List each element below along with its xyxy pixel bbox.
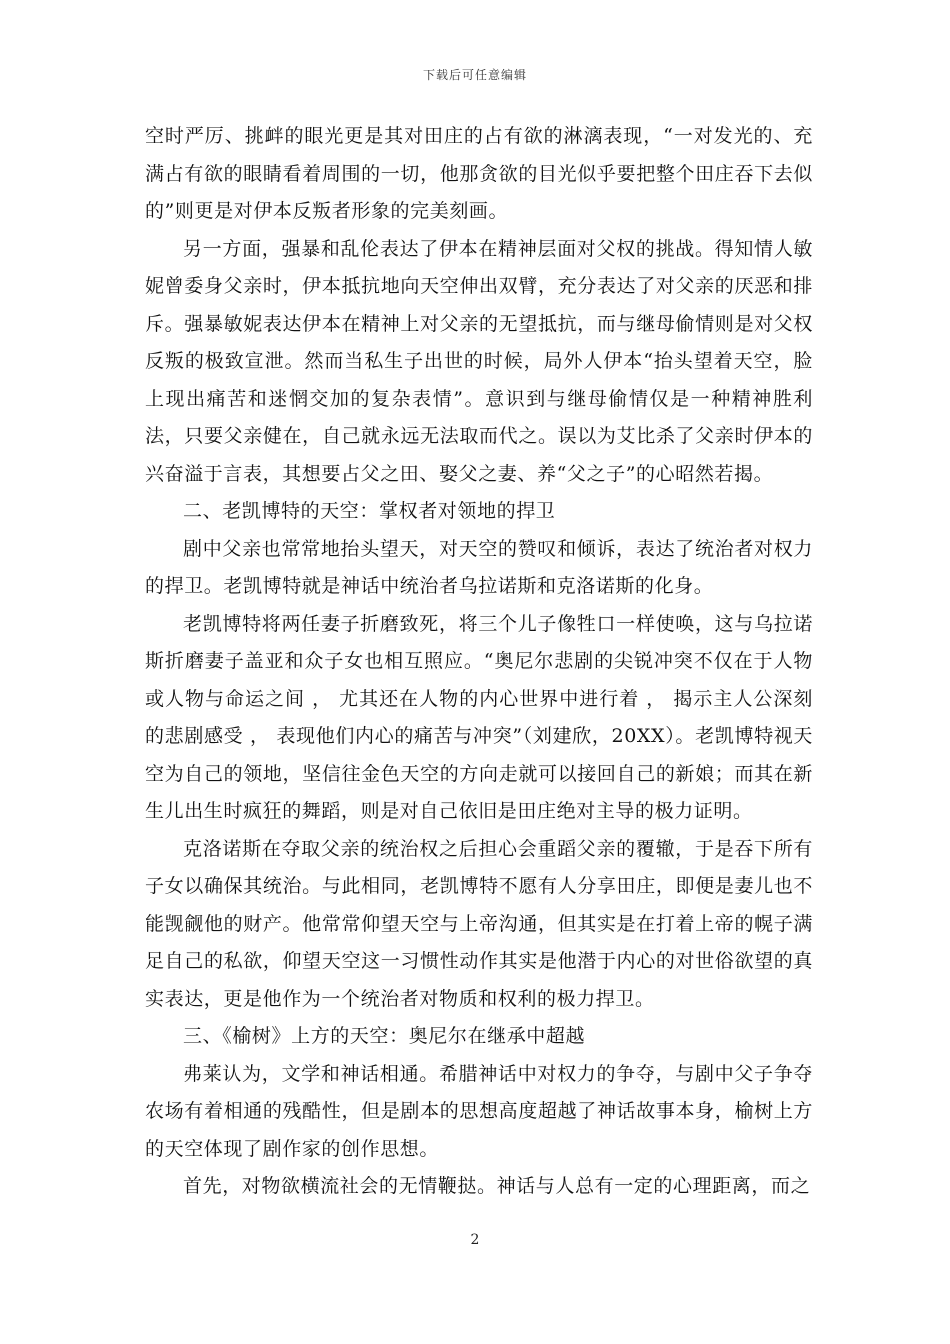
document-body (145, 118, 813, 1206)
page-number: 2 (470, 1232, 480, 1248)
paragraph: 首先，对物欲横流社会的无情鞭挞。神话与人总有一定的心理距离，而之 (183, 1175, 811, 1197)
paragraph-continuation: 空时严厉、挑衅的眼光更是其对田庄的占有欲的淋漓表现，“一对发光的、充满占有欲的眼睛看着周围的一切，他那贪欲的目光似乎要把整个田庄吞下去似的”则更是对伊本反叛者形象的完美刻画。 (145, 125, 813, 222)
section-heading: 三、《榆树》上方的天空：奥尼尔在继承中超越 (183, 1025, 586, 1047)
paragraph: 弗莱认为，文学和神话相通。希腊神话中对权力的争夺，与剧中父子争夺农场有着相通的残酷性，但是剧本的思想高度超越了神话故事本身，榆树上方的天空体现了剧作家的创作思想。 (145, 1062, 813, 1160)
page-header: 下载后可任意编辑 (422, 68, 527, 82)
section-heading: 二、老凯博特的天空：掌权者对领地的捍卫 (183, 500, 556, 522)
paragraph: 克洛诺斯在夺取父亲的统治权之后担心会重蹈父亲的覆辙，于是吞下所有子女以确保其统治。与此相同，老凯博特不愿有人分享田庄，即便是妻儿也不能觊觎他的财产。他常常仰望天空与上帝沟通，但其实是在打着上帝的幌子满足自己的私欲，仰望天空这一习惯性动作其实是他潜于内心的对世俗欲望的真实表达，更是他作为一个统治者对物质和权利的极力捍卫。 (145, 837, 813, 1010)
paragraph: 另一方面，强暴和乱伦表达了伊本在精神层面对父权的挑战。得知情人敏妮曾委身父亲时，伊本抵抗地向天空伸出双臂，充分表达了对父亲的厌恶和排斥。强暴敏妮表达伊本在精神上对父亲的无望抵抗，而与继母偷情则是对父权反叛的极致宣泄。然而当私生子出世的时候，局外人伊本“抬头望着天空，脸上现出痛苦和迷惘交加的复杂表情”。意识到与继母偷情仅是一种精神胜利法，只要父亲健在，自己就永远无法取而代之。误以为艾比杀了父亲时伊本的兴奋溢于言表，其想要占父之田、娶父之妻、养“父之子”的心昭然若揭。 (145, 237, 813, 485)
paragraph: 老凯博特将两任妻子折磨致死，将三个儿子像牲口一样使唤，这与乌拉诺斯折磨妻子盖亚和众子女也相互照应。“奥尼尔悲剧的尖锐冲突不仅在于人物或人物与命运之间 ， 尤其还在人物的内心世界中进行着 ， 揭示主人公深刻的悲剧感受 ， 表现他们内心的痛苦与冲突”（刘建欣，20XX）。老凯博特视天空为自己的领地，坚信往金色天空的方向走就可以接回自己的新娘；而其在新生儿出生时疯狂的舞蹈，则是对自己依旧是田庄绝对主导的极力证明。 (145, 612, 813, 822)
paragraph: 剧中父亲也常常地抬头望天，对天空的赞叹和倾诉，表达了统治者对权力的捍卫。老凯博特就是神话中统治者乌拉诺斯和克洛诺斯的化身。 (145, 537, 813, 597)
